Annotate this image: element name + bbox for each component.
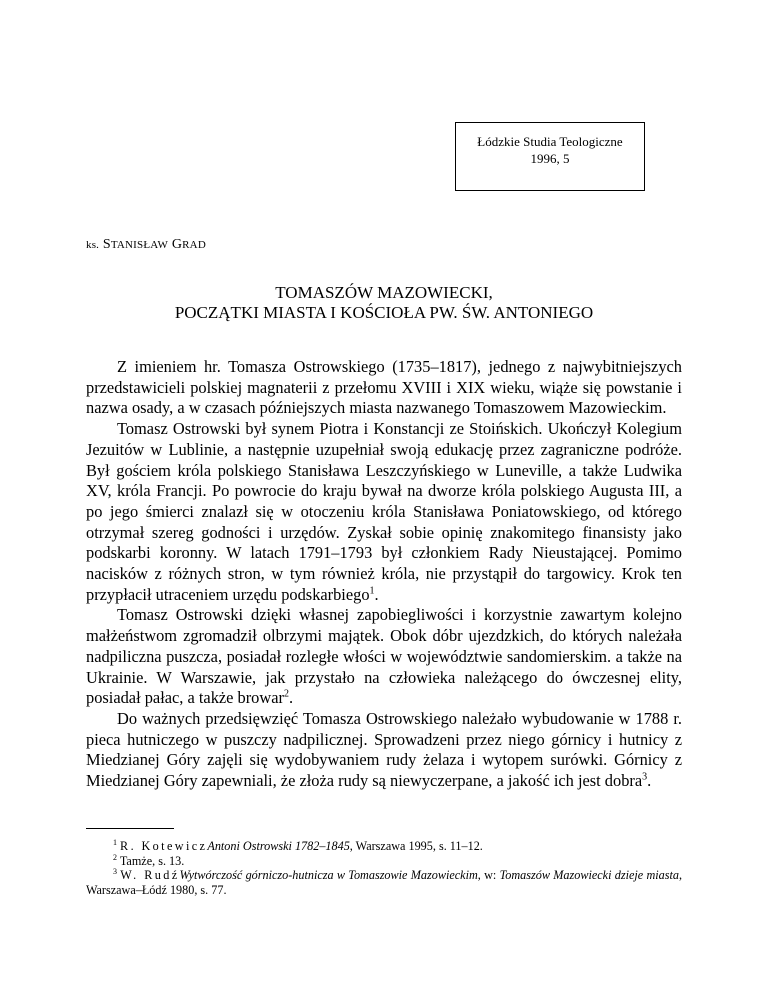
paragraph-text: Tomasz Ostrowski był synem Piotra i Konstancji ze Stoińskich. Ukończył Kolegium Jezuitów w Lublinie, a następnie uzupełniał swoją edukację przez zagraniczne podróże. Był gościem króla polskiego Stanisława Leszczyńskiego w Luneville, a także Ludwika XV, króla Francji. Po powrocie do kraju bywał na dworze króla polskiego Augusta III, a po jego śmierci znalazł się w otoczeniu króla Stanisława Poniatowskiego, od którego otrzymał szereg godności i urzędów. Zyskał sobie opinię znakomitego finansisty jako podskarbi koronny. W latach 1791–1793 był członkiem Rady Nieustającej. Pomimo nacisków z różnych stron, w tym również króla, nie przystąpił do targowicy. Krok ten przypłacił utraceniem urzędu podskarbiego [86,419,682,604]
author-last-rest: RAD [182,239,206,251]
paragraph-end: . [647,771,652,791]
footnote-number: 2 [113,852,117,862]
footnote-author: W. Rudź [120,868,180,882]
article-body [86,357,682,792]
footnote [86,868,682,897]
footnote-mid: , w: [477,868,500,882]
footnote-divider [86,828,174,829]
author-first-rest: TANISŁAW [110,239,169,251]
footnote-ref[interactable]: 1 [369,585,375,597]
footnote [86,854,682,869]
paragraph-text: Do ważnych przedsięwzięć Tomasza Ostrowskiego należało wybudowanie w 1788 r. pieca hutniczego w puszczy nadpilicznej. Sprowadzeni przez niego górnicy i hutnicy z Miedzianej Góry zajęli się wydobywaniem rudy żelaza i wytopem surówki. Górnicy z Miedzianej Góry zapewniali, że złoża rudy są niewyczerpane, a jakość ich jest dobra [86,708,682,791]
paragraph-text: Z imieniem hr. Tomasza Ostrowskiego (1735–1817), jednego z najwybitniejszych przedstawicieli polskiej magnaterii z przełomu XVIII i XIX wieku, wiąże się powstanie i nazwa osady, a w czasach późniejszych miasta nazwanego Tomaszowem Mazowieckim. [86,357,682,418]
author-first-initial: S [102,237,111,252]
journal-info-box [455,122,645,191]
paragraph [86,709,682,792]
footnote-title: Wytwórczość górniczo-hutnicza w Tomaszowie Mazowieckim [179,868,478,882]
journal-issue: 1996, 5 [530,151,570,166]
footnote-text: Tamże, s. 13. [119,853,185,868]
footnote-rest: , Warszawa 1995, s. 11–12. [349,839,483,853]
footnote [86,839,682,854]
footnote-number: 1 [113,837,117,847]
journal-name: Łódzkie Studia Teologiczne [477,134,623,149]
author-prefix: ks. [86,239,100,251]
author-name [86,237,206,253]
paragraph [86,357,682,419]
author-last-initial: G [171,237,183,252]
footnote-author: R. Kotewicz [120,839,208,853]
footnote-title: Antoni Ostrowski 1782–1845 [207,839,350,853]
footnote-ref[interactable]: 2 [283,688,289,700]
footnotes [86,839,682,897]
article-title [86,283,682,323]
paragraph-end: . [374,584,379,604]
paragraph [86,419,682,605]
footnote-number: 3 [113,866,117,876]
footnote-ref[interactable]: 3 [642,771,648,783]
footnote-rest: , Warszawa–Łódź 1980, s. 77. [86,868,683,897]
title-line-1: TOMASZÓW MAZOWIECKI, [275,283,493,302]
paragraph [86,605,682,709]
paragraph-end: . [288,688,294,708]
paragraph-text: Tomasz Ostrowski dzięki własnej zapobiegliwości i korzystnie zawartym kolejno małżeństwom zgromadził olbrzymi majątek. Obok dóbr ujezdzkich, do których należała nadpilicznа puszcza, posiadał rozległe włości w województwie sandomierskim. a także na Ukrainie. W Warszawie, jak przystało na człowieka należącego do ówczesnej elity, posiadał pałac, a także browar [86,605,682,708]
title-line-2: POCZĄTKI MIASTA I KOŚCIOŁA PW. ŚW. ANTONIEGO [174,303,594,322]
footnote-title-2: Tomaszów Mazowiecki dzieje miasta [499,868,679,882]
